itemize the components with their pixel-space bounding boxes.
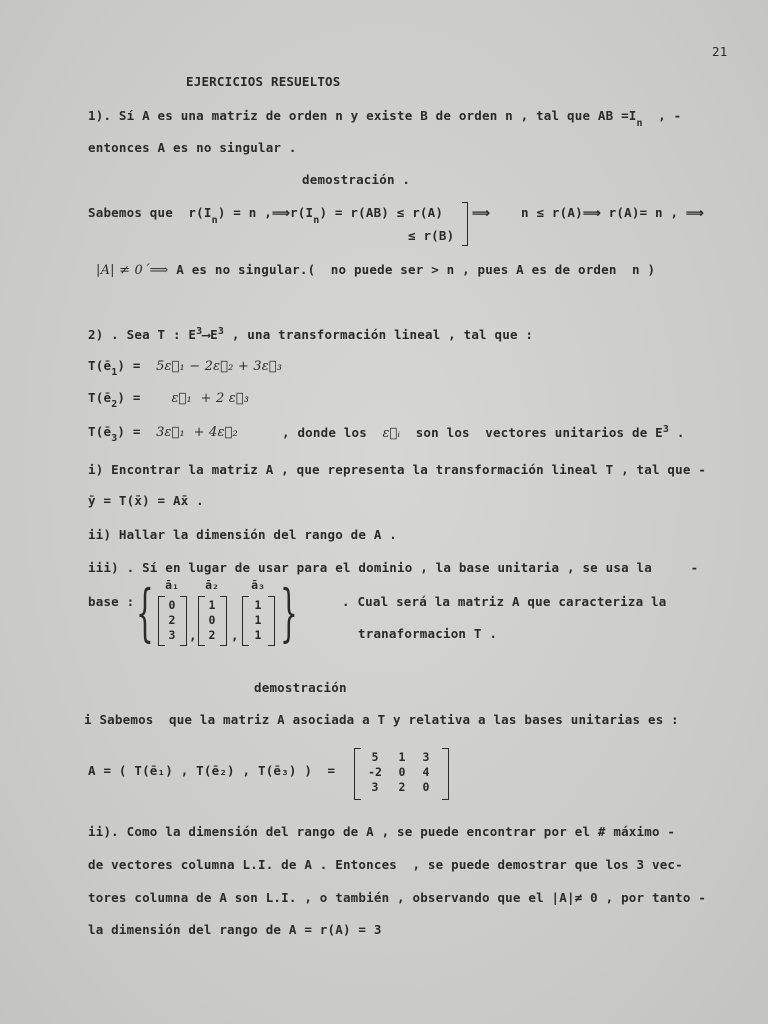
ex2-t3-note: , donde los ε⃗ᵢ son los vectores unitarios de $E^3$ . <box>282 424 685 442</box>
basis-vector-3: 1 1 1 <box>254 598 262 642</box>
left-brace: { <box>136 576 154 649</box>
ex2-part-iii-question2: tranaformacion T . <box>358 626 498 641</box>
comma-2: , <box>231 628 239 643</box>
ex1-proof-line: Sabemos que $r(I_n) = n$ $,⟹r(I_n) = r(AB) \le r(A)$ <box>88 205 444 226</box>
matrix-left-bracket <box>354 748 361 800</box>
ex2-part-i-line2: ȳ = T(x̄) = Ax̄ . <box>88 493 204 508</box>
comma-1: , <box>189 628 197 643</box>
ex1-statement-line2: entonces A es no singular . <box>88 140 297 155</box>
ex2-part-i-line1: i) Encontrar la matriz A , que representa la transformación lineal T , tal que - <box>88 462 707 477</box>
basis-vector-2: 1 0 2 <box>208 598 216 642</box>
right-brace: } <box>280 576 298 649</box>
ex1-conclusion: |A| ≠ 0´⟹ A es no singular.( no puede ser > n , pues A es de orden n ) <box>96 262 656 278</box>
vec3-right-bracket <box>268 596 275 646</box>
basis-vector-1: 0 2 3 <box>168 598 176 642</box>
ex2-t2: $T(ē_2)$ = ε⃗₁ + 2 ε⃗₃ <box>88 390 250 410</box>
ex2-intro: 2) . Sea T : $E^3⟶E^3$ , una transformación lineal , tal que : <box>88 326 534 343</box>
ex2-part-iii-question1: . Cual será la matriz A que caracteriza la <box>342 594 667 609</box>
basis-label-a1: ā₁ <box>165 578 179 592</box>
ex2-t3: $T(ē_3)$ = 3ε⃗₁ + 4ε⃗₂ <box>88 424 238 444</box>
ex1-proof-implication: ⟹ n ≤ r(A)⟹ r(A)= n , ⟹ <box>472 205 705 220</box>
sub-n: n <box>636 118 643 129</box>
ex2-solution-ii-line2: de vectores columna L.I. de A . Entonces , se puede demostrar que los 3 vec- <box>88 857 683 872</box>
matrix-col-2: 1 0 2 <box>398 750 406 794</box>
base-label: base : <box>88 594 135 609</box>
ex1-proof-line-b: ≤ r(B) <box>408 228 455 243</box>
ex1-demo-heading: demostración . <box>302 172 411 187</box>
matrix-equation-lhs: A = ( T(ē₁) , T(ē₂) , T(ē₃) ) = <box>88 763 336 778</box>
vec1-right-bracket <box>180 596 187 646</box>
matrix-right-bracket <box>442 748 449 800</box>
ex2-solution-ii-line3: tores columna de A son L.I. , o también , observando que el |A|≠ 0 , por tanto - <box>88 890 707 905</box>
matrix-col-1: 5 -2 3 <box>368 750 382 794</box>
vec2-right-bracket <box>220 596 227 646</box>
section-title: EJERCICIOS RESUELTOS <box>186 74 341 89</box>
proof-brace <box>462 202 468 246</box>
ex2-part-ii: ii) Hallar la dimensión del rango de A . <box>88 527 398 542</box>
page-number: 21 <box>712 44 728 59</box>
ex2-solution-ii-line1: ii). Como la dimensión del rango de A , se puede encontrar por el # máximo - <box>88 824 676 839</box>
ex2-t1: $T(ē_1)$ = 5ε⃗₁ − 2ε⃗₂ + 3ε⃗₃ <box>88 358 283 378</box>
basis-label-a3: ā₃ <box>251 578 265 592</box>
basis-label-a2: ā₂ <box>205 578 219 592</box>
ex2-part-iii-line1: iii) . Sí en lugar de usar para el dominio , la base unitaria , se usa la - <box>88 560 699 575</box>
ex2-solution-ii-line4: la dimensión del rango de A = r(A) = 3 <box>88 922 382 937</box>
ex2-demo-heading: demostración <box>254 680 347 695</box>
ex1-statement-line1: 1). Sí A es una matriz de orden n y existe B de orden n , tal que AB $=I_n$ , - <box>88 108 682 129</box>
ex2-solution-i: i Sabemos que la matriz A asociada a T y relativa a las bases unitarias es : <box>84 712 679 727</box>
matrix-col-3: 3 4 0 <box>422 750 430 794</box>
